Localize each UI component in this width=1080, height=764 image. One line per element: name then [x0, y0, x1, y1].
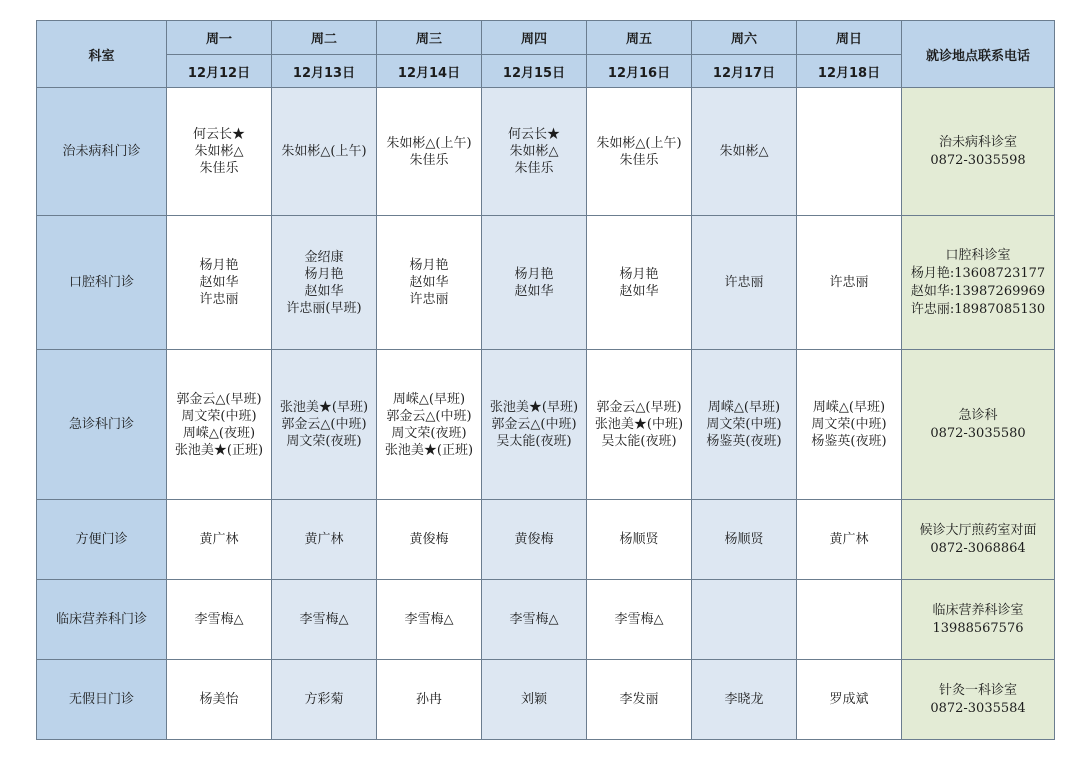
schedule-cell [692, 88, 797, 216]
contact-line: 0872-3035584 [930, 700, 1026, 716]
table-row [37, 216, 1055, 350]
schedule-table [36, 20, 1055, 740]
schedule-cell [587, 580, 692, 660]
doctor-entry: 朱佳乐 [409, 152, 449, 168]
doctor-entry: 许忠丽 [409, 292, 449, 307]
schedule-cell [587, 216, 692, 350]
doctor-entry: 周文荣(中班) [706, 417, 782, 432]
weekday-header: 周二 [272, 21, 377, 55]
weekday-header: 周日 [797, 21, 902, 55]
weekday-header: 周五 [587, 21, 692, 55]
doctor-entry: 何云长★ [507, 127, 560, 142]
header-row-weekdays [37, 21, 1055, 55]
doctor-entry: 黄俊梅 [514, 532, 554, 547]
doctor-entry: 吴太能(夜班) [496, 434, 572, 449]
dept-name-cell: 口腔科门诊 [37, 216, 167, 350]
date-header: 12月13日 [272, 55, 377, 88]
doctor-entry: 李雪梅△ [299, 612, 349, 627]
date-header: 12月17日 [692, 55, 797, 88]
doctor-entry: 周嵘△(早班) [392, 391, 466, 407]
weekday-header: 周三 [377, 21, 482, 55]
doctor-entry: 罗成斌 [829, 692, 869, 707]
table-row [37, 660, 1055, 740]
doctor-entry: 赵如华 [304, 283, 344, 299]
schedule-cell [272, 580, 377, 660]
doctor-entry: 郭金云△(中班) [386, 408, 472, 424]
doctor-entry: 许忠丽(早班) [286, 300, 362, 316]
doctor-entry: 郭金云△(早班) [596, 400, 682, 415]
schedule-cell [797, 660, 902, 740]
doctor-entry: 朱佳乐 [199, 161, 239, 176]
contact-cell [902, 88, 1055, 216]
doctor-entry: 朱如彬△ [509, 144, 559, 159]
doctor-entry: 杨月艳 [514, 266, 554, 282]
weekday-header: 周六 [692, 21, 797, 55]
contact-line: 0872-3035598 [930, 152, 1026, 168]
doctor-entry: 杨顺贤 [619, 532, 659, 547]
doctor-entry: 杨月艳 [304, 266, 344, 282]
dept-column-header: 科室 [37, 21, 167, 88]
contact-cell [902, 350, 1055, 500]
doctor-entry: 朱如彬△(上午) [281, 144, 367, 159]
doctor-entry: 张池美★(中班) [594, 417, 684, 432]
doctor-entry: 许忠丽 [829, 275, 869, 290]
doctor-entry: 李雪梅△ [404, 612, 454, 627]
doctor-entry: 郭金云△(早班) [176, 391, 262, 407]
doctor-entry: 李晓龙 [724, 692, 764, 707]
schedule-wrapper [36, 20, 1055, 740]
schedule-cell [377, 580, 482, 660]
doctor-entry: 李雪梅△ [614, 612, 664, 627]
contact-line: 赵如华:13987269969 [910, 283, 1046, 299]
doctor-entry: 周文荣(夜班) [391, 425, 467, 441]
doctor-entry: 杨鉴英(夜班) [811, 434, 887, 449]
doctor-entry: 周文荣(中班) [811, 417, 887, 432]
doctor-entry: 张池美★(早班) [489, 400, 579, 415]
table-row [37, 88, 1055, 216]
doctor-entry: 杨美怡 [199, 692, 239, 707]
schedule-cell [167, 350, 272, 500]
doctor-entry: 孙冉 [415, 692, 442, 707]
schedule-cell [272, 350, 377, 500]
doctor-entry: 张池美★(早班) [279, 400, 369, 415]
schedule-cell [482, 88, 587, 216]
doctor-entry: 赵如华 [619, 283, 659, 299]
schedule-cell [482, 660, 587, 740]
doctor-entry: 杨月艳 [199, 258, 239, 273]
doctor-entry: 李雪梅△ [194, 612, 244, 627]
schedule-cell [272, 500, 377, 580]
date-header: 12月18日 [797, 55, 902, 88]
dept-name-cell: 方便门诊 [37, 500, 167, 580]
schedule-cell [377, 88, 482, 216]
contact-line: 候诊大厅煎药室对面 [919, 522, 1037, 538]
doctor-entry: 杨月艳 [409, 258, 449, 273]
schedule-cell [587, 660, 692, 740]
doctor-entry: 何云长★ [192, 127, 245, 142]
doctor-entry: 李发丽 [619, 692, 659, 707]
schedule-cell [482, 500, 587, 580]
contact-line: 0872-3035580 [930, 425, 1026, 441]
doctor-entry: 黄广林 [304, 532, 344, 547]
doctor-entry: 朱佳乐 [619, 152, 659, 168]
date-header: 12月14日 [377, 55, 482, 88]
contact-line: 临床营养科诊室 [932, 602, 1024, 618]
schedule-cell [167, 500, 272, 580]
table-row [37, 580, 1055, 660]
contact-line: 13988567576 [932, 620, 1024, 636]
contact-line: 0872-3068864 [930, 540, 1026, 556]
doctor-entry: 朱如彬△(上午) [386, 135, 472, 151]
doctor-entry: 金绍康 [304, 249, 344, 265]
doctor-entry: 郭金云△(中班) [491, 417, 577, 432]
doctor-entry: 朱佳乐 [514, 161, 554, 176]
schedule-cell [482, 216, 587, 350]
schedule-cell [797, 500, 902, 580]
schedule-cell [587, 350, 692, 500]
contact-line: 杨月艳:13608723177 [910, 265, 1046, 281]
date-header: 12月16日 [587, 55, 692, 88]
schedule-cell [272, 216, 377, 350]
weekday-header: 周一 [167, 21, 272, 55]
schedule-body [37, 88, 1055, 740]
contact-column-header: 就诊地点联系电话 [902, 21, 1055, 88]
schedule-cell [587, 500, 692, 580]
schedule-cell [272, 660, 377, 740]
doctor-entry: 方彩菊 [304, 692, 344, 707]
doctor-entry: 赵如华 [199, 275, 239, 290]
doctor-entry: 黄广林 [199, 532, 239, 547]
doctor-entry: 张池美★(正班) [174, 442, 264, 458]
date-header: 12月12日 [167, 55, 272, 88]
schedule-cell [377, 216, 482, 350]
date-header: 12月15日 [482, 55, 587, 88]
doctor-entry: 郭金云△(中班) [281, 417, 367, 432]
schedule-cell [272, 88, 377, 216]
schedule-cell [167, 88, 272, 216]
doctor-entry: 周文荣(中班) [181, 408, 257, 424]
contact-line: 急诊科 [958, 407, 998, 423]
doctor-entry: 张池美★(正班) [384, 442, 474, 458]
doctor-entry: 刘颖 [520, 692, 547, 707]
schedule-cell [797, 88, 902, 216]
schedule-cell [167, 580, 272, 660]
schedule-cell [377, 350, 482, 500]
schedule-cell [797, 216, 902, 350]
schedule-cell [377, 660, 482, 740]
contact-cell [902, 500, 1055, 580]
doctor-entry: 赵如华 [514, 283, 554, 299]
contact-cell [902, 216, 1055, 350]
contact-line: 针灸一科诊室 [938, 682, 1017, 698]
weekday-header: 周四 [482, 21, 587, 55]
doctor-entry: 杨顺贤 [724, 532, 764, 547]
doctor-entry: 许忠丽 [724, 275, 764, 290]
doctor-entry: 吴太能(夜班) [601, 434, 677, 449]
contact-cell [902, 660, 1055, 740]
schedule-cell [167, 660, 272, 740]
contact-line: 许忠丽:18987085130 [910, 301, 1046, 317]
doctor-entry: 黄广林 [829, 532, 869, 547]
doctor-entry: 周文荣(夜班) [286, 434, 362, 449]
doctor-entry: 杨月艳 [619, 266, 659, 282]
schedule-cell [482, 350, 587, 500]
contact-line: 治未病科诊室 [938, 134, 1017, 150]
dept-name-cell: 无假日门诊 [37, 660, 167, 740]
schedule-cell [692, 580, 797, 660]
doctor-entry: 杨鉴英(夜班) [706, 434, 782, 449]
dept-name-cell: 急诊科门诊 [37, 350, 167, 500]
doctor-entry: 周嵘△(早班) [707, 400, 781, 415]
doctor-entry: 赵如华 [409, 275, 449, 290]
schedule-cell [377, 500, 482, 580]
doctor-entry: 周嵘△(夜班) [182, 425, 256, 441]
schedule-cell [692, 660, 797, 740]
doctor-entry: 黄俊梅 [409, 532, 449, 547]
doctor-entry: 李雪梅△ [509, 612, 559, 627]
schedule-cell [692, 350, 797, 500]
doctor-entry: 许忠丽 [199, 292, 239, 307]
table-row [37, 500, 1055, 580]
doctor-entry: 朱如彬△(上午) [596, 135, 682, 151]
schedule-cell [797, 350, 902, 500]
schedule-cell [587, 88, 692, 216]
contact-line: 口腔科诊室 [945, 247, 1011, 263]
schedule-cell [692, 500, 797, 580]
dept-name-cell: 治未病科门诊 [37, 88, 167, 216]
doctor-entry: 朱如彬△ [719, 144, 769, 159]
doctor-entry: 周嵘△(早班) [812, 400, 886, 415]
schedule-cell [482, 580, 587, 660]
schedule-cell [167, 216, 272, 350]
contact-cell [902, 580, 1055, 660]
table-row [37, 350, 1055, 500]
dept-name-cell: 临床营养科门诊 [37, 580, 167, 660]
doctor-entry: 朱如彬△ [194, 144, 244, 159]
schedule-cell [797, 580, 902, 660]
schedule-cell [692, 216, 797, 350]
